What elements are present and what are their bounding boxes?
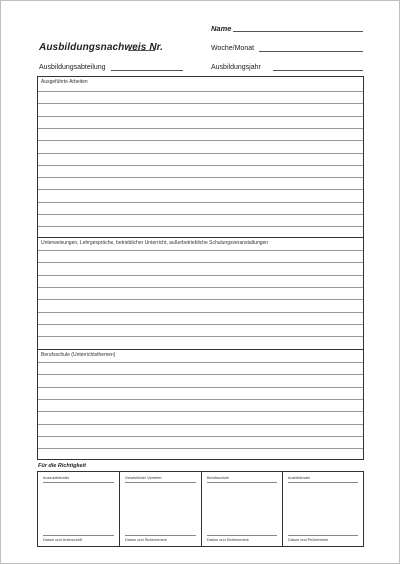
signature-role-underline <box>125 482 196 483</box>
writing-line[interactable] <box>38 324 363 325</box>
writing-line[interactable] <box>38 411 363 412</box>
signature-date-label: Datum und Unterschrift <box>43 538 83 542</box>
writing-line[interactable] <box>38 189 363 190</box>
signature-role: Gesetzlicher Vertreter <box>125 476 162 480</box>
writing-line[interactable] <box>38 262 363 263</box>
section-berufsschule[interactable] <box>38 350 363 459</box>
signature-role-underline <box>207 482 277 483</box>
ausbildungsjahr-label: Ausbildungsjahr <box>211 64 261 71</box>
form-title: Ausbildungsnachweis Nr. <box>39 42 163 53</box>
section-ausgefuehrte-arbeiten[interactable] <box>38 77 363 237</box>
writing-line[interactable] <box>38 299 363 300</box>
writing-line[interactable] <box>38 275 363 276</box>
signature-date-label: Datum und Sichtvermerk <box>125 538 167 542</box>
signature-cell-auszubildender[interactable] <box>38 472 119 546</box>
signature-date-label: Datum und Sichtvermerk <box>207 538 249 542</box>
writing-line[interactable] <box>38 312 363 313</box>
section-unterweisungen[interactable] <box>38 238 363 349</box>
writing-line[interactable] <box>38 202 363 203</box>
signature-role: Auszubildender <box>43 476 70 480</box>
signature-cell-berufsschule[interactable] <box>201 472 282 546</box>
signature-line[interactable] <box>207 535 277 536</box>
signature-role-underline <box>288 482 358 483</box>
section-title: Unterweisungen, Lehrgespräche, betrieblicher Unterricht, außerbetriebliche Schulungsveranstaltungen <box>41 240 269 246</box>
section-title: Berufsschule (Unterrichtsthemen) <box>41 352 116 358</box>
signature-line[interactable] <box>43 535 114 536</box>
writing-line[interactable] <box>38 436 363 437</box>
writing-line[interactable] <box>38 448 363 449</box>
writing-line[interactable] <box>38 103 363 104</box>
woche-monat-field-line[interactable] <box>259 51 363 52</box>
signature-box <box>37 471 364 547</box>
signature-role: Ausbildender <box>288 476 311 480</box>
signature-date-label: Datum und Prüfvermerk <box>288 538 329 542</box>
writing-line[interactable] <box>38 153 363 154</box>
woche-monat-label: Woche/Monat <box>211 45 255 52</box>
writing-line[interactable] <box>38 336 363 337</box>
ausbildungsabteilung-field-line[interactable] <box>111 70 183 71</box>
signature-line[interactable] <box>125 535 196 536</box>
writing-line[interactable] <box>38 374 363 375</box>
writing-line[interactable] <box>38 399 363 400</box>
name-field-line[interactable] <box>233 31 363 32</box>
writing-line[interactable] <box>38 177 363 178</box>
main-entry-box <box>37 76 364 460</box>
writing-line[interactable] <box>38 424 363 425</box>
writing-line[interactable] <box>38 287 363 288</box>
signature-cell-gesetzlicher-vertreter[interactable] <box>119 472 201 546</box>
number-field-line[interactable] <box>128 50 155 51</box>
writing-line[interactable] <box>38 362 363 363</box>
ausbildungsabteilung-label: Ausbildungsabteilung <box>39 64 106 71</box>
writing-line[interactable] <box>38 91 363 92</box>
writing-line[interactable] <box>38 140 363 141</box>
signature-role: Berufsschule <box>207 476 229 480</box>
name-label: Name <box>211 24 232 33</box>
signature-cell-ausbildender[interactable] <box>282 472 364 546</box>
section-title: Ausgeführte Arbeiten <box>41 79 88 85</box>
signature-role-underline <box>43 482 114 483</box>
writing-line[interactable] <box>38 214 363 215</box>
ausbildungsjahr-field-line[interactable] <box>273 70 363 71</box>
writing-line[interactable] <box>38 387 363 388</box>
writing-line[interactable] <box>38 165 363 166</box>
signature-line[interactable] <box>288 535 358 536</box>
writing-line[interactable] <box>38 226 363 227</box>
writing-line[interactable] <box>38 116 363 117</box>
richtigkeit-label: Für die Richtigkeit <box>38 463 86 469</box>
writing-line[interactable] <box>38 250 363 251</box>
writing-line[interactable] <box>38 128 363 129</box>
